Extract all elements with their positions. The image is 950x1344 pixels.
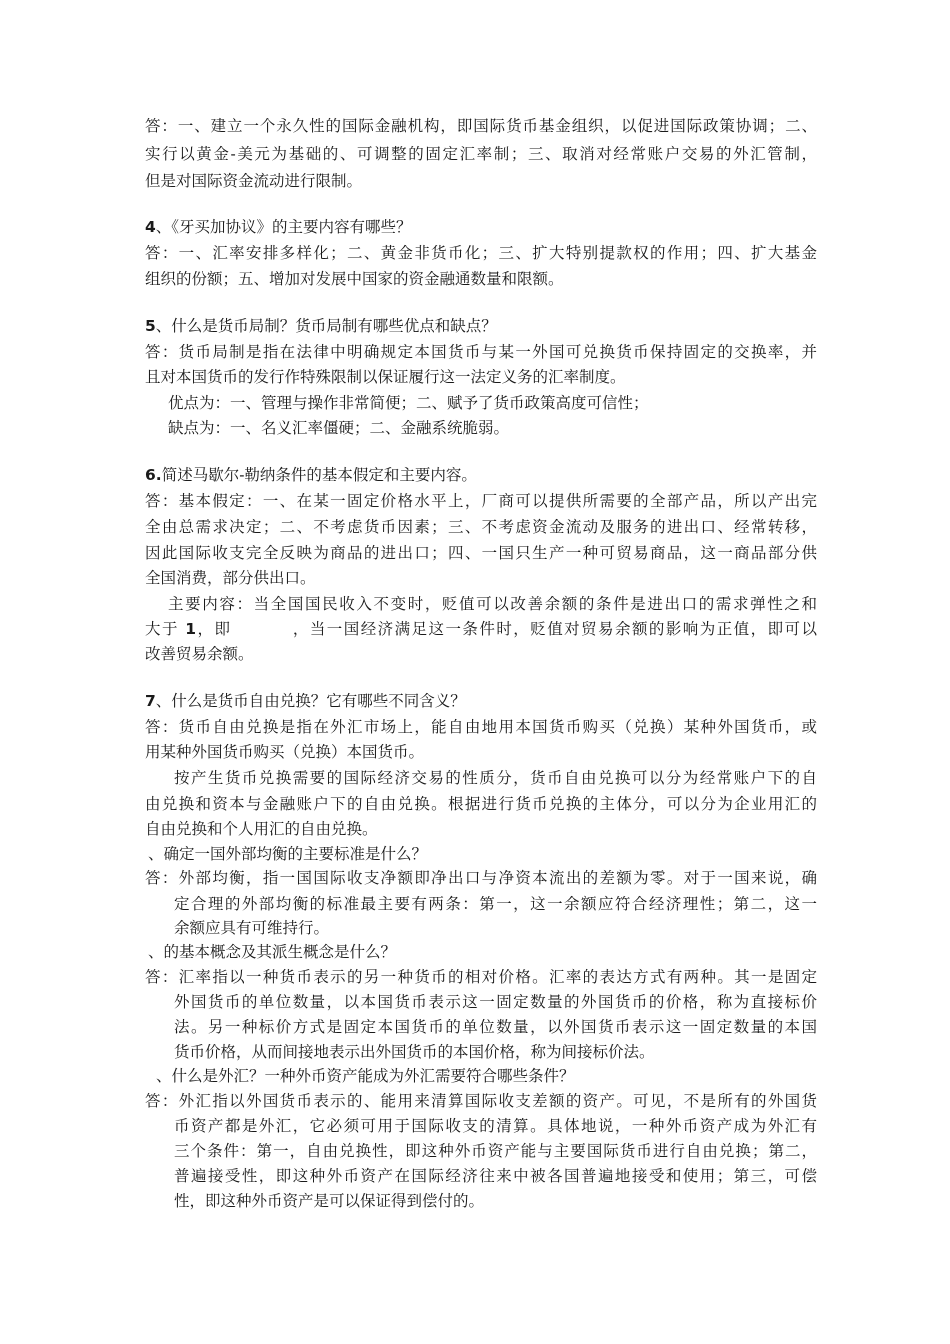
q7-number: 7 — [145, 692, 156, 710]
q6-text: 大于 — [145, 620, 186, 638]
q6-text: ，即 — [196, 620, 232, 638]
q7-title: 、什么是货币自由兑换？它有哪些不同含义？ — [155, 692, 466, 710]
q6-number: 6. — [145, 466, 162, 484]
q5-number: 5 — [145, 317, 156, 335]
q4-number: 4 — [145, 218, 156, 236]
q10-answer-line: 币资产都是外汇，它必须可用于国际收支的清算。具体地说，一种外币资产成为外汇有 — [174, 1117, 817, 1135]
q7-answer-line: 由兑换和资本与金融账户下的自由兑换。根据进行货币兑换的主体分，可以分为企业用汇的 — [145, 795, 817, 813]
q6-main-content: 主要内容：当全国国民收入不变时，贬值可以改善余额的条件是进出口的需求弹性之和 — [168, 595, 817, 613]
q4-answer-line: 组织的份额；五、增加对发展中国家的资金融通数量和限额。 — [145, 270, 564, 288]
q6-answer-line: 改善贸易余额。 — [145, 645, 254, 663]
q7-answer-line: 用某种外国货币购买（兑换）本国货币。 — [145, 743, 425, 761]
q10-heading: 、什么是外汇？一种外币资产能成为外汇需要符合哪些条件？ — [156, 1067, 575, 1085]
q6-title: 简述马歇尔-勒纳条件的基本假定和主要内容。 — [161, 466, 477, 484]
q8-answer-line: 答：外部均衡，指一国国际收支净额即净出口与净资本流出的差额为零。对于一国来说，确 — [145, 869, 817, 887]
q3-answer-line: 但是对国际资金流动进行限制。 — [145, 172, 363, 190]
q7-answer-line: 自由兑换和个人用汇的自由兑换。 — [145, 820, 378, 838]
q8-answer-line: 定合理的外部均衡的标准最主要有两条：第一，这一余额应符合经济理性；第二，这一 — [174, 895, 817, 913]
q6-answer-line: 答：基本假定：一、在某一固定价格水平上，厂商可以提供所需要的全部产品，所以产出完 — [145, 492, 817, 510]
q10-answer-line: 三个条件：第一，自由兑换性，即这种外币资产能与主要国际货币进行自由兑换；第二， — [174, 1142, 817, 1160]
q6-number-one: 1 — [185, 620, 197, 638]
q8-heading: 、确定一国外部均衡的主要标准是什么？ — [148, 845, 428, 863]
q10-answer-line: 答：外汇指以外国货币表示的、能用来清算国际收支差额的资产。可见，不是所有的外国货 — [145, 1092, 817, 1110]
q7-answer-line: 按产生货币兑换需要的国际经济交易的性质分，货币自由兑换可以分为经常账户下的自 — [174, 769, 817, 787]
q4-title: 、《牙买加协议》的主要内容有哪些？ — [155, 218, 412, 236]
q5-advantages: 优点为：一、管理与操作非常简便；二、赋予了货币政策高度可信性； — [168, 394, 649, 412]
q6-answer-line: 因此国际收支完全反映为商品的进出口；四、一国只生产一种可贸易商品，这一商品部分供 — [145, 544, 817, 562]
q5-answer-line: 且对本国货币的发行作特殊限制以保证履行这一法定义务的汇率制度。 — [145, 368, 626, 386]
q9-answer-line: 外国货币的单位数量，以本国货币表示这一固定数量的外国货币的价格，称为直接标价 — [174, 993, 817, 1011]
q4-heading — [145, 216, 817, 238]
q5-heading — [145, 315, 817, 337]
q10-answer-line: 性，即这种外币资产是可以保证得到偿付的。 — [174, 1192, 485, 1210]
q9-heading: 、的基本概念及其派生概念是什么？ — [148, 943, 397, 961]
q7-heading — [145, 690, 817, 712]
q3-answer-line: 答：一、建立一个永久性的国际金融机构，即国际货币基金组织，以促进国际政策协调；二、 — [145, 117, 817, 135]
q5-disadvantages: 缺点为：一、名义汇率僵硬；二、金融系统脆弱。 — [168, 419, 510, 437]
q6-heading — [145, 464, 817, 486]
q9-answer-line: 答：汇率指以一种货币表示的另一种货币的相对价格。汇率的表达方式有两种。其一是固定 — [145, 968, 817, 986]
q5-title: 、什么是货币局制？货币局制有哪些优点和缺点？ — [155, 317, 497, 335]
q6-text: ，当一国经济满足这一条件时，贬值对贸易余额的影响为正值，即可以 — [291, 620, 817, 638]
q7-answer-line: 答：货币自由兑换是指在外汇市场上，能自由地用本国货币购买（兑换）某种外国货币，或 — [145, 718, 817, 736]
q8-answer-line: 余额应具有可维持行。 — [174, 919, 330, 937]
q6-answer-line: 全由总需求决定；二、不考虑货币因素；三、不考虑资金流动及服务的进出口、经常转移， — [145, 518, 817, 536]
q4-answer-line: 答：一、汇率安排多样化；二、黄金非货币化；三、扩大特别提款权的作用；四、扩大基金 — [145, 244, 817, 262]
q10-answer-line: 普遍接受性，即这种外币资产在国际经济往来中被各国普遍地接受和使用；第三，可偿 — [174, 1167, 817, 1185]
q3-answer-line: 实行以黄金-美元为基础的、可调整的固定汇率制；三、取消对经常账户交易的外汇管制， — [145, 145, 817, 163]
q9-answer-line: 货币价格，从而间接地表示出外国货币的本国价格，称为间接标价法。 — [174, 1043, 655, 1061]
q5-answer-line: 答：货币局制是指在法律中明确规定本国货币与某一外国可兑换货币保持固定的交换率，并 — [145, 343, 817, 361]
q9-answer-line: 法。另一种标价方式是固定本国货币的单位数量，以外国货币表示这一固定数量的本国 — [174, 1018, 817, 1036]
q6-answer-line: 全国消费，部分供出口。 — [145, 569, 316, 587]
q6-answer-line — [145, 618, 817, 640]
